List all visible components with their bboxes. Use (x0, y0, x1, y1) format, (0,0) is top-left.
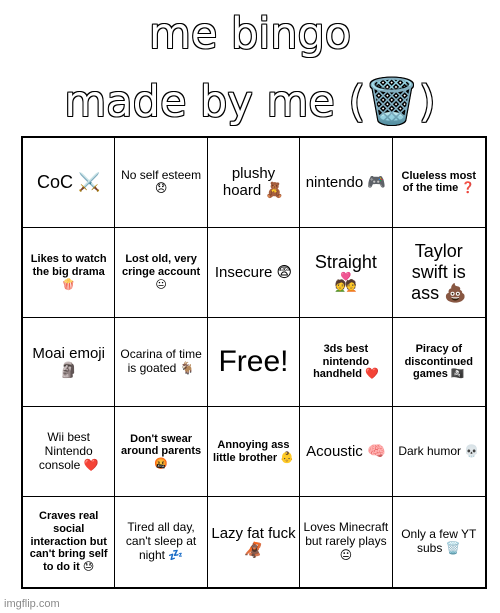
cell-text: Wii best Nintendo console ❤️ (38, 430, 99, 472)
bingo-cell[interactable] (300, 407, 392, 497)
cell-text: Insecure 😨 (214, 263, 293, 281)
bingo-cell[interactable] (393, 228, 485, 318)
cell-text: Taylor swift is ass 💩 (411, 241, 467, 303)
cell-text: Don't swear around parents 🤬 (121, 432, 202, 471)
cell-text: 3ds best nintendo handheld ❤️ (313, 343, 379, 381)
bingo-cell[interactable] (23, 138, 115, 228)
bingo-cell[interactable] (115, 318, 207, 408)
cell-text: Lost old, very cringe account 😐 (121, 253, 201, 291)
cell-text: Craves real social interaction but can't bring self to do it 😓 (29, 510, 108, 574)
title-line-2: made by me (🗑️) (64, 77, 436, 127)
cell-text: plushy hoard 🧸 (222, 165, 285, 200)
title-line-1: me bingo (148, 9, 352, 59)
cell-text: Only a few YT subs 🗑️ (401, 527, 477, 556)
bingo-cell[interactable] (115, 497, 207, 587)
bingo-cell[interactable] (208, 228, 300, 318)
bingo-cell[interactable] (115, 228, 207, 318)
bingo-cell[interactable] (393, 497, 485, 587)
bingo-cell[interactable] (208, 138, 300, 228)
cell-text: Likes to watch the big drama 🍿 (30, 253, 107, 291)
bingo-cell[interactable] (23, 407, 115, 497)
cell-text: Dark humor 💀 (398, 443, 480, 458)
bingo-cell[interactable] (300, 228, 392, 318)
bingo-cell[interactable] (208, 318, 300, 408)
cell-text: Straight 💑 (314, 251, 377, 293)
bingo-cell[interactable] (300, 318, 392, 408)
cell-text: Free! (218, 344, 289, 378)
cell-text: CoC ⚔️ (36, 172, 101, 193)
bingo-cell[interactable] (208, 497, 300, 587)
watermark: imgflip.com (4, 598, 60, 610)
cell-text: Acoustic 🧠 (306, 443, 386, 461)
bingo-cell[interactable] (23, 497, 115, 587)
cell-text: Clueless most of the time ❓ (401, 169, 477, 195)
cell-text: Ocarina of time is goated 🐐 (120, 347, 202, 375)
bingo-cell[interactable] (208, 407, 300, 497)
bingo-cell[interactable] (393, 318, 485, 408)
bingo-cell[interactable] (300, 497, 392, 587)
cell-text: Loves Minecraft but rarely plays 😐 (303, 520, 389, 562)
bingo-board (21, 136, 487, 589)
cell-text: Annoying ass little brother 👶 (213, 439, 294, 464)
bingo-cell[interactable] (393, 407, 485, 497)
bingo-cell[interactable] (115, 138, 207, 228)
bingo-cell[interactable] (115, 407, 207, 497)
bingo-cell[interactable] (393, 138, 485, 228)
bingo-cell[interactable] (23, 318, 115, 408)
cell-text: No self esteem 😞 (121, 167, 202, 196)
bingo-cell[interactable] (23, 228, 115, 318)
cell-text: nintendo 🎮 (305, 173, 387, 191)
cell-text: Piracy of discontinued games 🏴‍☠️ (404, 343, 474, 381)
cell-text: Moai emoji 🗿 (32, 344, 105, 379)
bingo-cell[interactable] (300, 138, 392, 228)
cell-text: Lazy fat fuck 🦧 (211, 524, 296, 560)
cell-text: Tired all day, can't sleep at night 💤 (125, 520, 197, 562)
